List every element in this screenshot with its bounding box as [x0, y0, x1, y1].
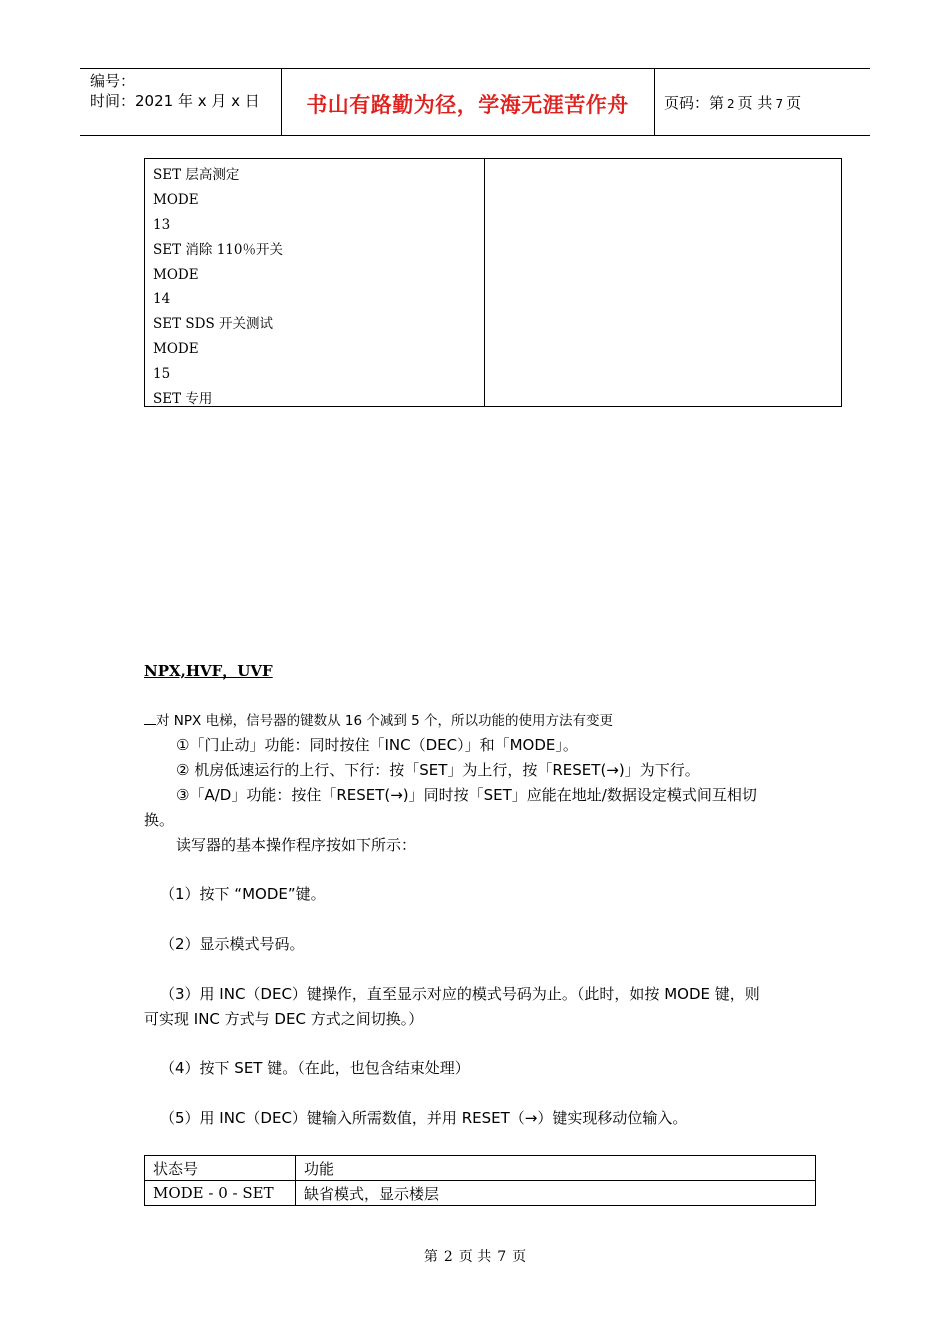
section-intro: 对 NPX 电梯，信号器的键数从 16 个减到 5 个，所以功能的使用方法有变更 [144, 709, 613, 729]
mode-line: 13 [153, 216, 171, 233]
header-cell-status: 状态号 [145, 1156, 296, 1181]
header-top-rule [80, 68, 870, 69]
footer-mid: 页 共 [458, 1249, 492, 1265]
table-header-row [145, 1156, 816, 1181]
header-motto: 书山有路勤为径，学海无涯苦作舟 [306, 93, 629, 117]
step-5: （5）用 INC（DEC）键输入所需数值，并用 RESET（→）键实现移动位输入。 [160, 1109, 688, 1127]
page-current: 2 [727, 97, 735, 111]
section-title: NPX,HVF，UVF [144, 662, 273, 680]
mode-line: 15 [153, 366, 171, 383]
blank-underline [144, 712, 156, 725]
mode-table-lines [153, 163, 283, 412]
header-cell-function: 功能 [296, 1156, 816, 1181]
header-bottom-rule [80, 135, 870, 136]
page-total: 7 [775, 97, 784, 111]
mode-line: SET 消除 110％开关 [153, 241, 283, 258]
mode-table [144, 158, 842, 407]
item-1: ①「门止动」功能：同时按住「INC（DEC）」和「MODE」。 [176, 736, 578, 754]
page-mid: 页 共 [737, 94, 773, 112]
page-suffix: 页 [786, 94, 802, 112]
footer-suffix: 页 [512, 1249, 527, 1265]
number-label: 编号： [90, 72, 136, 90]
header-meta [90, 71, 260, 111]
page-prefix: 页码：第 [664, 94, 725, 112]
footer-total: 7 [497, 1249, 507, 1265]
mode-line: SET SDS 开关测试 [153, 316, 274, 333]
mode-line: MODE [153, 341, 199, 358]
header-page-info [664, 92, 801, 113]
cell-status: MODE - 0 - SET [145, 1181, 296, 1206]
step-4: （4）按下 SET 键。（在此，也包含结束处理） [160, 1059, 470, 1077]
item-3-line-2: 换。 [144, 811, 175, 829]
item-2: ② 机房低速运行的上行、下行：按「SET」为上行，按「RESET(→)」为下行。 [176, 761, 700, 779]
footer-prefix: 第 [423, 1249, 438, 1265]
page-footer [0, 1246, 950, 1266]
mode-line: SET 专用 [153, 391, 213, 408]
time-label: 时间：2021 年 x 月 x 日 [90, 92, 260, 110]
mode-line: MODE [153, 266, 199, 283]
step-1: （1）按下 “MODE”键。 [160, 885, 326, 903]
step-3-line-1: （3）用 INC（DEC）键操作，直至显示对应的模式号码为止。（此时，如按 MODE 键，则 [160, 985, 760, 1003]
mode-line: SET 层高测定 [153, 167, 240, 183]
step-2: （2）显示模式号码。 [160, 935, 305, 953]
footer-current: 2 [443, 1249, 453, 1265]
table-row [145, 1181, 816, 1206]
mode-line: MODE [153, 191, 199, 208]
mode-table-divider [484, 159, 485, 406]
step-3-line-2: 可实现 INC 方式与 DEC 方式之间切换。） [144, 1010, 424, 1028]
header-divider-right [654, 68, 655, 135]
item-3-line-1: ③「A/D」功能：按住「RESET(→)」同时按「SET」应能在地址/数据设定模式间互相切 [176, 786, 757, 804]
mode-line: 14 [153, 291, 171, 308]
status-table [144, 1155, 816, 1206]
cell-function: 缺省模式，显示楼层 [296, 1181, 816, 1206]
procedure-intro: 读写器的基本操作程序按如下所示： [176, 836, 417, 854]
